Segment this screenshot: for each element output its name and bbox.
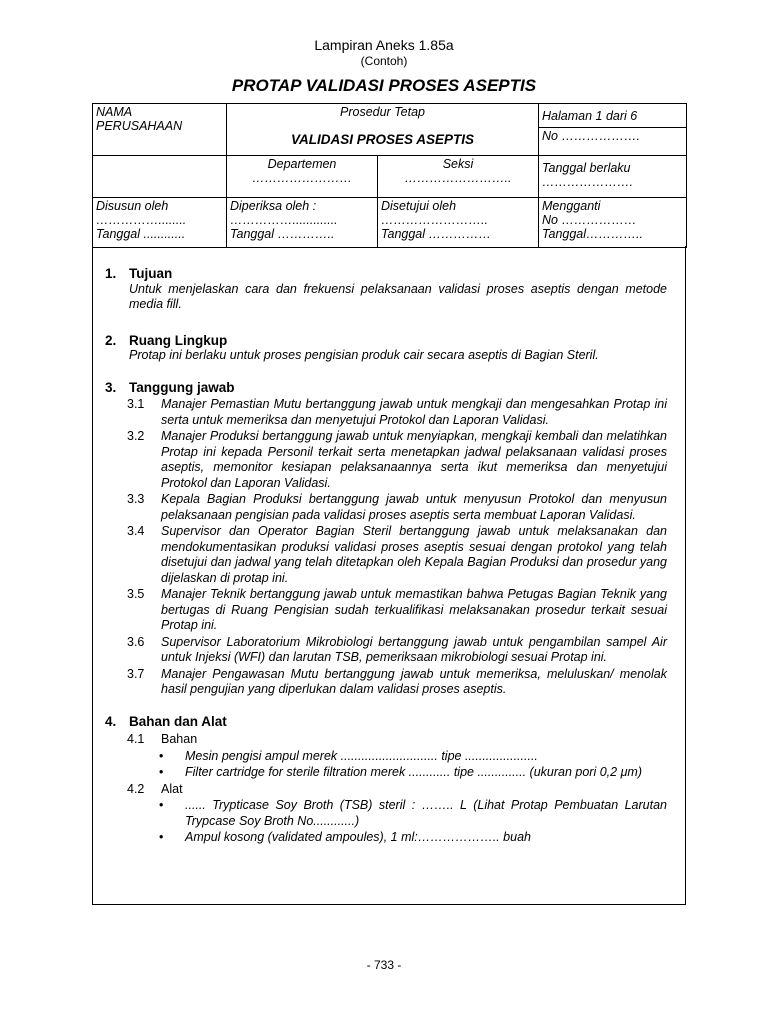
doc-number: No ………………. (542, 129, 640, 143)
approved-by-label: Disetujui oleh (381, 199, 457, 213)
bullet-icon: • (159, 748, 164, 763)
page-info: Halaman 1 dari 6 (542, 108, 638, 123)
list-item (105, 524, 667, 586)
item-text: Ampul kosong (validated ampoules), 1 ml:……………….. buah (185, 830, 531, 844)
department-label: Departemen (267, 157, 337, 171)
prepared-by-label: Disusun oleh (96, 199, 169, 213)
item-text: Manajer Pemastian Mutu bertanggung jawab untuk mengkaji dan mengesahkan Protap ini serta untuk memeriksa dan menyetujui Protokol dan Laporan Validasi. (161, 397, 667, 427)
section-4-heading (105, 714, 667, 730)
company-name-label-2: PERUSAHAAN (96, 119, 183, 133)
subsection-number: 4.1 (127, 732, 145, 746)
section-label: Seksi (442, 157, 474, 171)
effective-date-label: Tanggal berlaku (542, 161, 631, 175)
annex-label: Lampiran Aneks 1.85a (314, 37, 454, 53)
item-text: Filter cartridge for sterile filtration merek ............ tipe .............. (ukuran pori 0,2 μm) (185, 765, 642, 779)
replaces-label: Mengganti (542, 199, 601, 213)
list-item (105, 667, 667, 698)
item-number: 3.1 (127, 397, 145, 411)
item-text: Manajer Pengawasan Mutu bertanggung jawab untuk memeriksa, meluluskan/ menolak hasil pengujian yang diperlukan dalam validasi proses aseptis. (161, 666, 667, 696)
company-name-label-1: NAMA (96, 105, 133, 119)
effective-date-cell (539, 156, 687, 198)
procedure-cell (227, 104, 539, 156)
list-item (105, 635, 667, 666)
item-number: 3.7 (127, 666, 145, 681)
responsibility-list (105, 397, 667, 698)
section-4-title: Bahan dan Alat (129, 713, 227, 729)
company-name-cell (93, 104, 227, 156)
department-value: …………………… (252, 171, 352, 185)
list-item (105, 587, 667, 634)
item-text: Kepala Bagian Produksi bertanggung jawab untuk menyusun Protokol dan menyusun pelaksanaan pengisian pada validasi proses aseptis serta membuat Laporan Validasi. (161, 492, 667, 522)
checked-by-date: Tanggal ………….. (230, 227, 335, 241)
approved-by-value: …………………….. (381, 213, 488, 227)
section-1-title: Tujuan (129, 266, 173, 281)
document-title: PROTAP VALIDASI PROSES ASEPTIS (231, 76, 537, 95)
section-cell (378, 156, 539, 198)
item-number: 3.3 (127, 492, 145, 506)
list-item (159, 749, 667, 765)
prepared-by-value: ……………........ (96, 213, 187, 227)
checked-by-cell (227, 198, 378, 248)
bullet-icon: • (159, 765, 164, 779)
section-3-heading (105, 380, 667, 396)
section-3-title: Tanggung jawab (129, 379, 235, 395)
document-body (105, 266, 667, 846)
bullet-icon: • (159, 798, 164, 812)
section-1-body: Untuk menjelaskan cara dan frekuensi pelaksanaan validasi proses aseptis dengan metode media fill. (129, 281, 667, 311)
example-label: (Contoh) (360, 54, 408, 68)
subsection-label: Alat (161, 781, 183, 796)
page-number: - 733 - (366, 958, 402, 972)
item-number: 3.5 (127, 587, 145, 601)
checked-by-label: Diperiksa oleh : (230, 199, 317, 213)
procedure-title: VALIDASI PROSES ASEPTIS (290, 132, 475, 147)
approved-by-date: Tanggal …………… (381, 227, 491, 241)
subsection-4-1 (127, 732, 667, 748)
doc-number-cell (539, 128, 687, 156)
list-item (105, 429, 667, 491)
procedure-type: Prosedur Tetap (340, 105, 426, 119)
list-item (159, 765, 667, 781)
replaces-cell (539, 198, 687, 248)
prepared-by-cell (93, 198, 227, 248)
item-number: 3.4 (127, 524, 145, 538)
list-item (105, 492, 667, 523)
item-text: Supervisor dan Operator Bagian Steril bertanggung jawab untuk melaksanakan dan mendokumentasikan produksi validasi proses aseptis sesuai dengan protokol yang telah disetujui dan jadwal yang telah ditetapkan oleh Kepala Bagian Produksi dan prosedur yang dijelaskan di protap ini. (161, 524, 667, 585)
section-2-body: Protap ini berlaku untuk proses pengisian produk cair secara aseptis di Bagian Steril. (129, 348, 599, 362)
replaces-number: No ……………… (542, 213, 637, 227)
section-2-heading (105, 333, 667, 349)
approved-by-cell (378, 198, 539, 248)
list-item (159, 798, 667, 829)
section-1-number: 1. (105, 266, 117, 281)
subsection-label: Bahan (161, 732, 198, 746)
subsection-4-2 (127, 782, 667, 798)
item-number: 3.2 (127, 429, 145, 443)
item-text: ...... Trypticase Soy Broth (TSB) steril : …….. L (Lihat Protap Pembuatan Larutan Trypcase Soy Broth No............) (185, 798, 667, 828)
subsection-number: 4.2 (127, 781, 145, 796)
checked-by-value: ……………............. (230, 213, 338, 227)
department-cell (227, 156, 378, 198)
section-3-number: 3. (105, 379, 117, 395)
item-number: 3.6 (127, 634, 145, 649)
page-info-cell (539, 104, 687, 128)
bullet-icon: • (159, 830, 164, 844)
item-text: Mesin pengisi ampul merek ............................ tipe ..................... (185, 748, 538, 763)
list-item (105, 397, 667, 428)
section-2-number: 2. (105, 332, 117, 348)
item-text: Supervisor Laboratorium Mikrobiologi bertanggung jawab untuk pengambilan sampel Air untuk Injeksi (WFI) dan larutan TSB, pemeriksaan mikrobiologi sesuai Protap ini. (161, 634, 667, 664)
prepared-by-date: Tanggal ............ (96, 227, 186, 241)
section-4-number: 4. (105, 713, 117, 729)
section-1-heading (105, 266, 667, 282)
header-table (92, 103, 687, 248)
section-2-title: Ruang Lingkup (129, 332, 228, 348)
section-value: …………………….. (404, 171, 512, 185)
empty-cell (93, 156, 227, 198)
item-text: Manajer Produksi bertanggung jawab untuk menyiapkan, mengkaji kembali dan melatihkan Protap ini kepada Personil terkait serta menetapkan jadwal pelaksanaan validasi proses aseptis, memonitor kesiapan pelaksanaannya serta ikut memeriksa dan menyetujui Protokol dan Laporan Validasi. (161, 429, 667, 490)
item-text: Manajer Teknik bertanggung jawab untuk memastikan bahwa Petugas Bagian Teknik yang bertugas di Ruang Pengisian sudah terkualifikasi melaksanakan prosedur terkait sesuai Protap ini. (161, 587, 667, 632)
effective-date-value: …………………. (542, 175, 633, 189)
list-item (159, 830, 667, 846)
replaces-date: Tanggal………….. (542, 227, 643, 241)
